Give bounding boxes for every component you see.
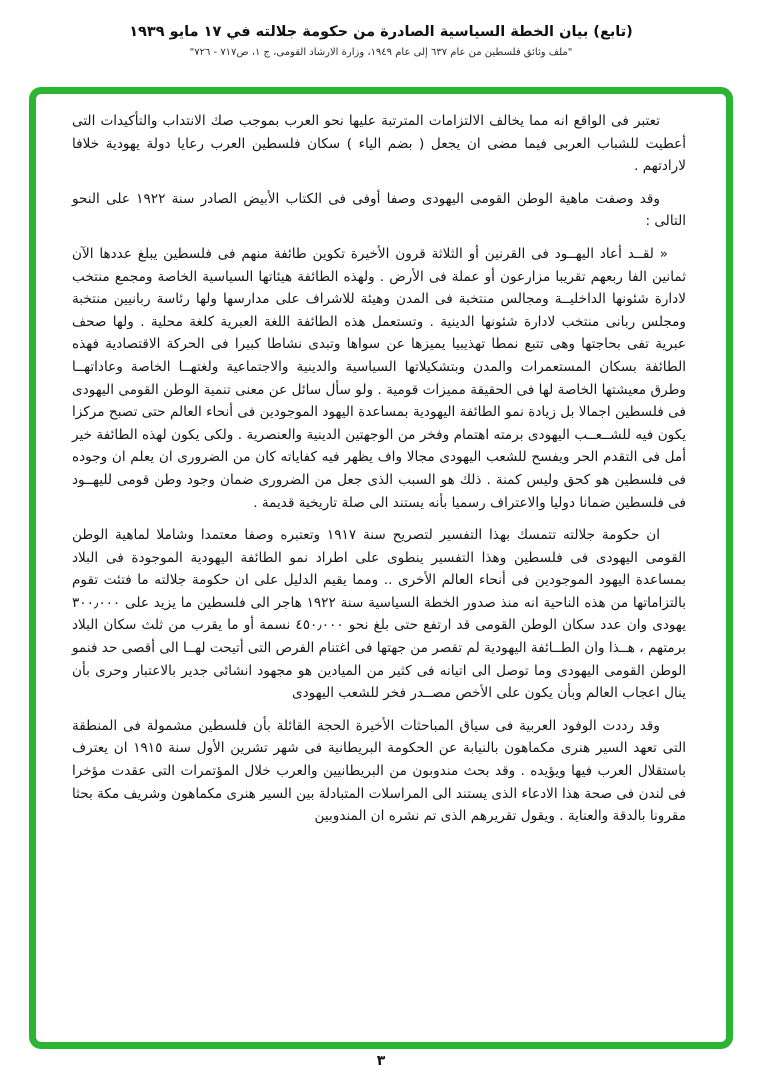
text-border-frame xyxy=(29,87,733,1049)
paragraph-3-quotation: « لقــد أعاد اليهــود فى القرنين أو الثلاثة قرون الأخيرة تكوين طائفة منهم فى فلسطين يبلغ عددها الآن ثمانين الفا ربعهم تقريبا مزارعون أو عملة فى الأرض . ولهذه الطائفة هيئاتها السياسية الخاصة ومجمع منتخب لادارة شئونها الداخليــة ومجالس منتخبة فى المدن وهيئة للاشراف على مدارسها ولها رئاسة ربانيين منتخبة ومجلس ربانى منتخب لادارة شئونها الدينية . وتستعمل هذه الطائفة اللغة العبرية كلغة محلية . ولها صحف عبرية تفى بحاجتها وهى تتبع نمطا تهذيبيا يميزها عن سواها وتبدى نشاطا كبيرا فى الحركة الاقتصادية فهذه الطائفة بسكان المستعمرات والمدن وبتشكيلاتها السياسية والدينية والاجتماعية ولغتهــا الخاصة وعاداتهــا وطرق معيشتها الخاصة لها فى الحقيقة مميزات قومية . ولو سأل سائل عن معنى تنمية الوطن القومى اليهودى فى فلسطين اجمالا بل زيادة نمو الطائفة اليهودية بمساعدة اليهود الموجودين فى أنحاء العالم حتى تصبح مركزا يكون فيه للشــعــب اليهودى برمته اهتمام وفخر من الوجهتين الدينية والعنصرية . ولكى يكون لهذه الطائفة خير أمل فى التقدم الحر ويفسح للشعب اليهودى مجالا واف يظهر فيه كفاياته كان من الضرورى ان يعلم ان وجوده فى فلسطين هو كحق وليس كمنة . ذلك هو السبب الذى جعل من الضرورى ضمان وجود وطن قومى لليهــود فى فلسطين ضمانا دوليا والاعتراف رسميا بأنه يستند الى صلة تاريخية قديمة . xyxy=(72,245,686,511)
page-number: ٣ xyxy=(376,1053,386,1069)
document-source-citation: "ملف وثائق فلسطين من عام ٦٣٧ إلى عام ١٩٤٩، وزارة الارشاد القومى، ج ١، ص٧١٧ - ٧٢٦" xyxy=(189,47,573,58)
paragraph-2: وقد وصفت ماهية الوطن القومى اليهودى وصفا أوفى فى الكتاب الأبيض الصادر سنة ١٩٢٢ على النحو التالى : xyxy=(72,190,686,230)
page-header xyxy=(0,24,762,58)
document-title: (تابع) بيان الخطة السياسية الصادرة من حكومة جلالته في ١٧ مايو ١٩٣٩ xyxy=(129,24,633,40)
paragraph-4: ان حكومة جلالته تتمسك بهذا التفسير لتصريح سنة ١٩١٧ وتعتبره وصفا معتمدا وشاملا لماهية الوطن القومى اليهودى فى فلسطين وهذا التفسير ينطوى على اطراد نمو الطائفة اليهودية الموجودة فى البلاد بمساعدة اليهود الموجودين فى أنحاء العالم الأخرى .. ومما يقيم الدليل على ان حكومة جلالته ما فتئت تقوم بالتزاماتها من هذه الناحية انه منذ صدور الخطة السياسية سنة ١٩٢٢ هاجر الى فلسطين ما يزيد على ٣٠٠٫٠٠٠ يهودى وان عدد سكان الوطن القومى قد ارتفع حتى بلغ نحو ٤٥٠٫٠٠٠ نسمة أو ما يقرب من ثلث سكان البلاد برمتهم ، هــذا وان الطــائفة اليهودية لم تقصر من جهتها فى اغتنام الفرص التى أتيحت لهــا الى أقصى حد فنمو الوطن القومى اليهودى وما توصل الى اتيانه فى كثير من الميادين هو مجهود انشائى جدير بالاعتبار وحرى بأن ينال اعجاب العالم وبأن يكون على الأخص مصــدر فخر للشعب اليهودى xyxy=(72,527,686,702)
page-footer xyxy=(0,1050,762,1069)
paragraph-5: وقد رددت الوفود العربية فى سياق المباحثات الأخيرة الحجة القائلة بأن فلسطين مشمولة فى المنطقة التى تعهد السير هنرى مكماهون بالنيابة عن الحكومة البريطانية فى شهر تشرين الأول سنة ١٩١٥ ان يعترف باستقلال العرب فيها ويؤيده . وقد بحث مندوبون من البريطانيين والعرب خلال المؤتمرات التى عقدت مؤخرا فى لندن فى صحة هذا الادعاء الذى يستند الى المراسلات المتبادلة بين السير هنرى مكماهون وشريف مكة بحثا مقرونا بالدقة والعناية . ويقول تقريرهم الذى تم نشره ان المندوبين xyxy=(72,717,686,825)
paragraph-1: تعتبر فى الواقع انه مما يخالف الالتزامات المترتبة عليها نحو العرب بموجب صك الانتداب والتأكيدات التى أعطيت للشباب العربى فيما مضى ان يجعل ( بضم الياء ) سكان فلسطين العرب رعايا دولة يهودية خلافا لارادتهم . xyxy=(72,113,686,175)
document-body xyxy=(72,110,686,828)
